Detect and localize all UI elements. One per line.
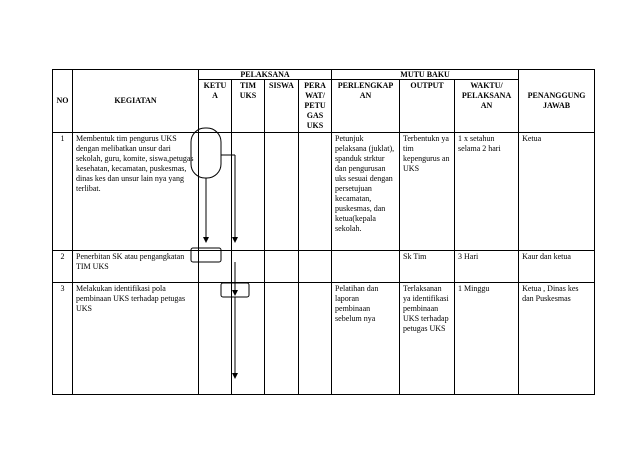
flow-cell-perawat <box>299 283 332 395</box>
row-penanggung-jawab: Ketua <box>519 133 595 251</box>
flow-cell-siswa <box>265 283 299 395</box>
header-tim-uks: TIM UKS <box>232 80 265 133</box>
table-row <box>53 133 595 251</box>
header-kegiatan: KEGIATAN <box>73 70 199 133</box>
row-no: 1 <box>53 133 73 251</box>
flow-cell-perawat <box>299 251 332 283</box>
table-row <box>53 251 595 283</box>
flow-cell-tim-uks <box>232 283 265 395</box>
header-no: NO <box>53 70 73 133</box>
header-pelaksana: PELAKSANA <box>199 70 332 80</box>
row-waktu: 1 Minggu <box>455 283 519 395</box>
header-penanggung-jawab: PENANGGUNG JAWAB <box>519 70 595 133</box>
flow-cell-perawat <box>299 133 332 251</box>
row-kegiatan: Penerbitan SK atau pengangkatan TIM UKS <box>73 251 199 283</box>
sop-table <box>52 69 595 395</box>
flow-cell-ketua <box>199 283 232 395</box>
header-mutu-baku: MUTU BAKU <box>332 70 519 80</box>
row-output: Sk Tim <box>400 251 455 283</box>
row-output: Terlaksanan ya identifikasi pembinaan UKS terhadap petugas UKS <box>400 283 455 395</box>
row-no: 3 <box>53 283 73 395</box>
header-perawat: PERA WAT/ PETU GAS UKS <box>299 80 332 133</box>
row-perlengkapan <box>332 251 400 283</box>
header-output: OUTPUT <box>400 80 455 133</box>
row-penanggung-jawab: Ketua , Dinas kes dan Puskesmas <box>519 283 595 395</box>
row-no: 2 <box>53 251 73 283</box>
flow-cell-ketua <box>199 251 232 283</box>
flow-cell-tim-uks <box>232 133 265 251</box>
flow-cell-siswa <box>265 133 299 251</box>
row-kegiatan: Membentuk tim pengurus UKS dengan melibatkan unsur dari sekolah, guru, komite, siswa,petugas kesehatan, kecamatan, puskesmas, dinas kes dan unsur lain nya yang terlibat. <box>73 133 199 251</box>
row-kegiatan: Melakukan identifikasi pola pembinaan UKS terhadap petugas UKS <box>73 283 199 395</box>
row-perlengkapan: Petunjuk pelaksana (juklat), spanduk strktur dan pengurusan uks sesuai dengan persetujuan kecamatan, puskesmas, dan ketua(kepala sekolah. <box>332 133 400 251</box>
row-output: Terbentukn ya tim kepengurus an UKS <box>400 133 455 251</box>
table-row <box>53 283 595 395</box>
header-ketua: KETU A <box>199 80 232 133</box>
header-waktu: WAKTU/ PELAKSANA AN <box>455 80 519 133</box>
header-perlengkapan: PERLENGKAP AN <box>332 80 400 133</box>
flow-cell-tim-uks <box>232 251 265 283</box>
flow-cell-siswa <box>265 251 299 283</box>
flow-cell-ketua <box>199 133 232 251</box>
row-waktu: 3 Hari <box>455 251 519 283</box>
row-waktu: 1 x setahun selama 2 hari <box>455 133 519 251</box>
header-row-group <box>53 70 595 80</box>
header-siswa: SISWA <box>265 80 299 133</box>
row-perlengkapan: Pelatihan dan laporan pembinaan sebelum nya <box>332 283 400 395</box>
row-penanggung-jawab: Kaur dan ketua <box>519 251 595 283</box>
